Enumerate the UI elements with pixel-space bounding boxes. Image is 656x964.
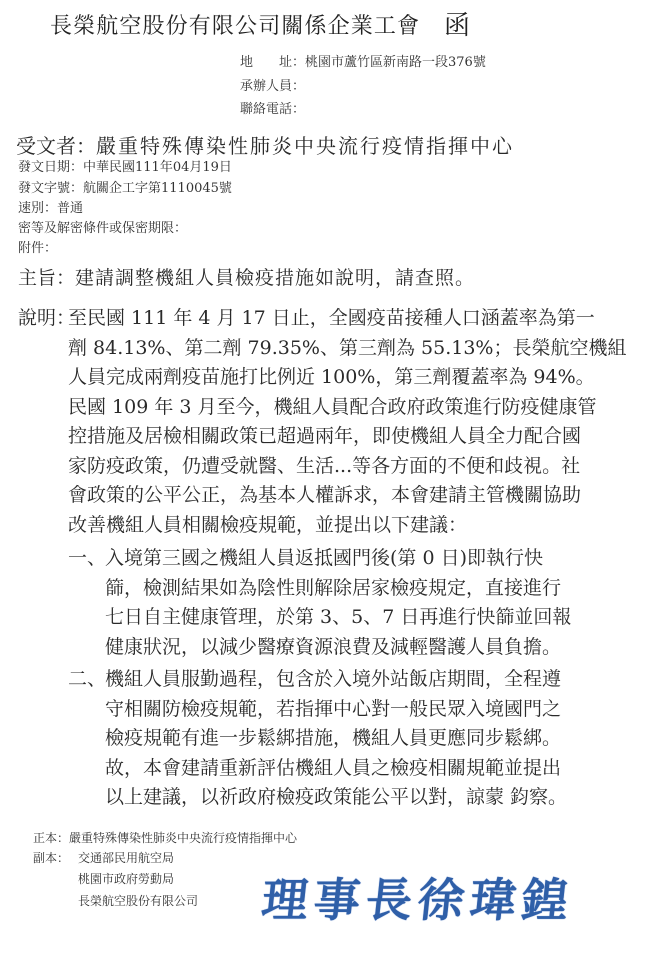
item-marker: 一、: [68, 547, 107, 569]
meta-label: 附件：: [18, 241, 58, 256]
item-line: 機組人員服勤過程，包含於入境外站飯店期間，全程遵: [105, 668, 562, 690]
explanation-label: 說明：: [18, 307, 76, 329]
item-line: 七日自主健康管理，於第 3、5、7 日再進行快篩並回報: [105, 606, 572, 628]
item-line: 檢疫規範有進一步鬆綁措施，機組人員更應同步鬆綁。: [105, 727, 562, 749]
explanation-line: 改善機組人員相關檢疫規範，並提出以下建議：: [68, 514, 468, 536]
meta-number: [18, 180, 232, 198]
meta-date: [18, 159, 232, 177]
explanation-line: 會政策的公平公正，為基本人權訴求，本會建請主管機關協助: [68, 484, 582, 506]
document-title: 長榮航空股份有限公司關係企業工會: [50, 14, 420, 39]
explanation-line: 控措施及居檢相關政策已超過兩年，即使機組人員全力配合國: [68, 425, 582, 447]
item-line: 以上建議，以祈政府檢疫政策能公平以對，諒蒙 鈞察。: [105, 786, 568, 808]
recipient-label: 受文者：: [16, 134, 96, 158]
meta-value: 航關企工字第1110045號: [83, 181, 232, 196]
explanation-line: 劑 84.13%、第二劑 79.35%、第三劑為 55.13%；長榮航空機組: [68, 337, 627, 359]
item-line: 守相關防檢疫規範，若指揮中心對一般民眾入境國門之: [105, 698, 562, 720]
meta-label: 速別：: [18, 201, 58, 216]
meta-value: 中華民國111年04月19日: [83, 160, 232, 175]
copy-recipient: 長榮航空股份有限公司: [78, 894, 199, 908]
phone-label: 聯絡電話：: [240, 102, 306, 117]
address-row: [240, 54, 486, 72]
original-value: 嚴重特殊傳染性肺炎中央流行疫情指揮中心: [69, 831, 298, 845]
subject-row: [18, 266, 475, 290]
copy-recipient: 交通部民用航空局: [78, 851, 175, 865]
meta-secrecy: [18, 220, 187, 238]
subject-label: 主旨：: [18, 267, 76, 289]
subject-value: 建請調整機組人員檢疫措施如說明，請查照。: [75, 267, 476, 289]
handler-label: 承辦人員：: [240, 79, 306, 94]
address-label: 地 址：: [240, 55, 306, 70]
meta-label: 密等及解密條件或保密期限：: [18, 221, 188, 236]
original-recipient-row: [33, 830, 297, 847]
original-label: 正本：: [33, 831, 70, 845]
explanation-line: 至民國 111 年 4 月 17 日止，全國疫苗接種人口涵蓋率為第一: [68, 307, 595, 329]
meta-label: 發文日期：: [18, 160, 84, 175]
item-line: 入境第三國之機組人員返抵國門後(第 0 日)即執行快: [105, 547, 543, 569]
copy-label: 副本：: [33, 851, 70, 865]
meta-label: 發文字號：: [18, 181, 84, 196]
item-line: 健康狀況，以減少醫療資源浪費及減輕醫護人員負擔。: [105, 636, 562, 658]
recipient-row: [16, 134, 514, 158]
item-line: 故，本會建請重新評估機組人員之檢疫相關規範並提出: [105, 757, 562, 779]
explanation-line: 家防疫政策，仍遭受就醫、生活...等各方面的不便和歧視。社: [68, 455, 581, 477]
meta-speed: [18, 200, 83, 218]
chairman-signature-stamp: 理事長徐瑋鍠: [259, 873, 577, 927]
address-value: 桃園市蘆竹區新南路一段376號: [305, 55, 486, 70]
meta-attachment: [18, 240, 57, 258]
meta-value: 普通: [57, 201, 84, 216]
copy-recipient: 桃園市政府勞動局: [78, 872, 175, 886]
item-line: 篩，檢測結果如為陰性則解除居家檢疫規定，直接進行: [105, 577, 562, 599]
recipient-value: 嚴重特殊傳染性肺炎中央流行疫情指揮中心: [96, 134, 514, 158]
explanation-line: 民國 109 年 3 月至今，機組人員配合政府政策進行防疫健康管: [68, 396, 597, 418]
explanation-line: 人員完成兩劑疫苗施打比例近 100%，第三劑覆蓋率為 94%。: [68, 366, 595, 388]
document-type: 函: [444, 11, 471, 41]
item-marker: 二、: [68, 668, 107, 690]
